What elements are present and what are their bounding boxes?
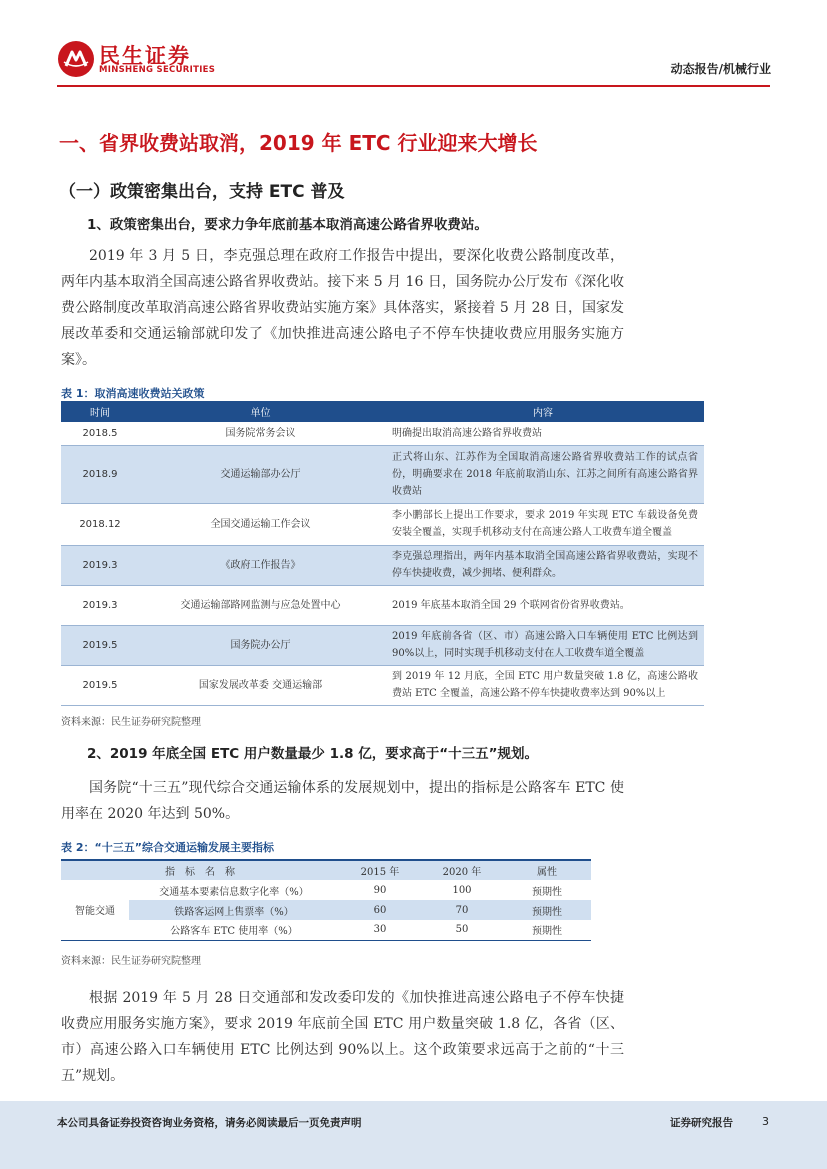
table-row — [61, 585, 704, 625]
policy-table — [61, 401, 704, 706]
column-header-indicator: 指 标 名 称 — [61, 860, 339, 880]
cell-indicator-name: 公路客车 ETC 使用率（%） — [129, 920, 339, 940]
table-row — [61, 665, 704, 705]
cell-unit: 交通运输部办公厅 — [139, 445, 382, 503]
table1-caption: 表 1：取消高速收费站关政策 — [61, 387, 205, 400]
minsheng-logo-icon — [57, 40, 95, 78]
cell-unit: 国务院办公厅 — [139, 625, 382, 665]
subheading-1: 1、政策密集出台，要求力争年底前基本取消高速公路省界收费站。 — [87, 217, 488, 233]
table-row — [61, 445, 704, 503]
cell-content: 李克强总理指出，两年内基本取消全国高速公路省界收费站，实现不停车快捷收费，减少拥堵、便利群众。 — [382, 545, 704, 585]
table2-source: 资料来源：民生证券研究院整理 — [61, 956, 201, 967]
footer-disclaimer: 本公司具备证券投资咨询业务资格，请务必阅读最后一页免责声明 — [57, 1117, 362, 1129]
section-heading-1: 一、省界收费站取消，2019 年 ETC 行业迎来大增长 — [59, 131, 538, 155]
cell-content: 2019 年底基本取消全国 29 个联网省份省界收费站。 — [382, 585, 704, 625]
cell-content: 李小鹏部长上提出工作要求，要求 2019 年实现 ETC 车载设备免费安装全覆盖，实现手机移动支付在高速公路人工收费车道全覆盖 — [382, 503, 704, 545]
table-row — [61, 900, 591, 920]
cell-content: 到 2019 年 12 月底，全国 ETC 用户数量突破 1.8 亿，高速公路收费站 ETC 全覆盖，高速公路不停车快捷收费率达到 90%以上 — [382, 665, 704, 705]
table-row — [61, 880, 591, 900]
cell-2015: 30 — [339, 920, 421, 940]
cell-time: 2019.3 — [61, 585, 139, 625]
cell-2020: 50 — [421, 920, 503, 940]
page-header — [0, 0, 827, 88]
table-row — [61, 503, 704, 545]
cell-unit: 国家发展改革委 交通运输部 — [139, 665, 382, 705]
column-header-time: 时间 — [61, 401, 139, 422]
page-number: 3 — [762, 1115, 769, 1128]
paragraph-2: 国务院“十三五”现代综合交通运输体系的发展规划中，提出的指标是公路客车 ETC 使用率在 2020 年达到 50%。 — [61, 780, 624, 822]
subheading-2: 2、2019 年底全国 ETC 用户数量最少 1.8 亿，要求高于“十三五”规划。 — [87, 746, 538, 762]
cell-indicator-name: 交通基本要素信息数字化率（%） — [159, 886, 309, 898]
column-header-content: 内容 — [382, 401, 704, 422]
cell-2020: 70 — [421, 900, 503, 920]
logo-english-name: MINSHENG SECURITIES — [99, 65, 216, 75]
indicator-table — [61, 859, 591, 941]
cell-time: 2019.5 — [61, 625, 139, 665]
cell-unit: 交通运输部路网监测与应急处置中心 — [139, 585, 382, 625]
table-header-row — [61, 860, 591, 880]
paragraph-1: 2019 年 3 月 5 日，李克强总理在政府工作报告中提出，要深化收费公路制度改革，两年内基本取消全国高速公路省界收费站。接下来 5 月 16 日，国务院办公厅发布《深化收费公路制度改革取消高速公路省界收费站实施方案》具体落实，紧接着 5 月 28 日，国家发展改革委和交通运输部就印发了《加快推进高速公路电子不停车快捷收费应用服务实施方案》。 — [61, 248, 624, 368]
footer-report-label: 证券研究报告 — [670, 1117, 733, 1129]
cell-unit: 《政府工作报告》 — [139, 545, 382, 585]
column-header-2020: 2020 年 — [421, 860, 503, 880]
cell-attribute: 预期性 — [503, 900, 591, 920]
cell-2015: 90 — [373, 884, 387, 896]
cell-content: 正式将山东、江苏作为全国取消高速公路省界收费站工作的试点省份，明确要求在 2018 年底前取消山东、江苏之间所有高速公路省界收费站 — [382, 445, 704, 503]
table-row — [61, 422, 704, 445]
cell-attribute: 预期性 — [503, 920, 591, 940]
table2-caption: 表 2：“十三五”综合交通运输发展主要指标 — [61, 841, 274, 854]
cell-time: 2018.9 — [61, 445, 139, 503]
cell-attribute: 预期性 — [532, 886, 562, 898]
cell-indicator-name: 铁路客运网上售票率（%） — [129, 900, 339, 920]
cell-2020: 100 — [452, 884, 472, 896]
table-row — [61, 545, 704, 585]
column-header-2015: 2015 年 — [339, 860, 421, 880]
cell-unit: 全国交通运输工作会议 — [139, 503, 382, 545]
table-row — [61, 920, 591, 940]
section-heading-2: （一）政策密集出台，支持 ETC 普及 — [59, 182, 345, 202]
logo-chinese-name: 民生证券 — [99, 44, 191, 68]
cell-content: 2019 年底前各省（区、市）高速公路入口车辆使用 ETC 比例达到 90%以上，同时实现手机移动支付在人工收费车道全覆盖 — [382, 625, 704, 665]
cell-2015: 60 — [339, 900, 421, 920]
table-row — [61, 625, 704, 665]
cell-time: 2019.3 — [61, 545, 139, 585]
page-footer — [0, 1101, 827, 1169]
column-header-unit: 单位 — [139, 401, 382, 422]
header-divider — [57, 85, 770, 87]
report-type-label: 动态报告/机械行业 — [670, 62, 771, 76]
cell-time: 2018.12 — [61, 503, 139, 545]
cell-time: 2019.5 — [61, 665, 139, 705]
column-header-attribute: 属性 — [503, 860, 591, 880]
cell-unit: 国务院常务会议 — [139, 422, 382, 445]
paragraph-3: 根据 2019 年 5 月 28 日交通部和发改委印发的《加快推进高速公路电子不停车快捷收费应用服务实施方案》，要求 2019 年底前全国 ETC 用户数量突破 1.8 亿，各省（区、市）高速公路入口车辆使用 ETC 比例达到 90%以上。这个政策要求远高于之前的“十三五”规划。 — [61, 990, 624, 1084]
table-header-row — [61, 401, 704, 422]
cell-time: 2018.5 — [61, 422, 139, 445]
cell-content: 明确提出取消高速公路省界收费站 — [382, 422, 704, 445]
group-label: 智能交通 — [61, 880, 129, 940]
table1-source: 资料来源：民生证券研究院整理 — [61, 717, 201, 728]
